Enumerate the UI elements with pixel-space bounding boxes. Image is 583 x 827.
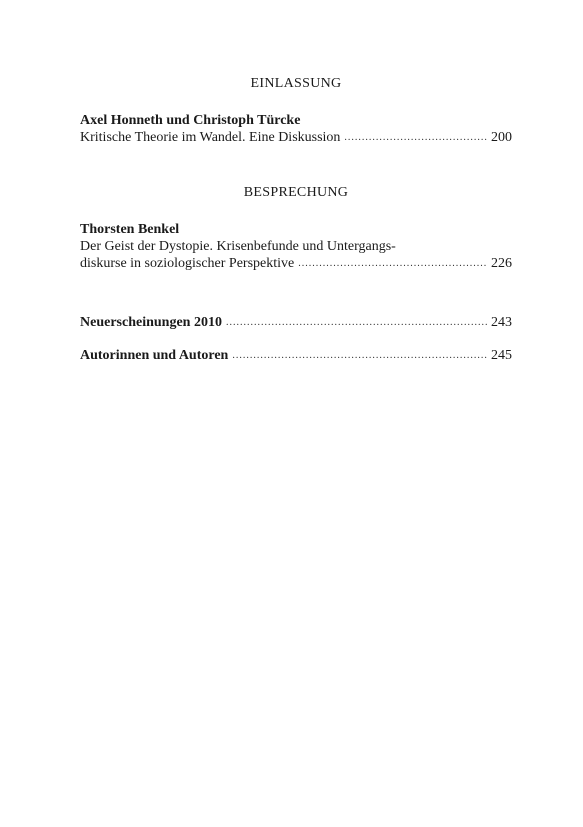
section-heading-besprechung: BESPRECHUNG [243,185,349,200]
entry-page-number: 200 [491,130,512,145]
toc-entry-honneth-tuercke [80,112,512,147]
toc-line [80,129,512,147]
entry-page-number: 226 [491,256,512,271]
entry-label: Neuerscheinungen 2010 [80,315,222,330]
entry-author: Axel Honneth und Christoph Türcke [80,113,301,128]
toc-line [80,347,512,365]
leader-dots [344,129,487,146]
section-heading-einlassung: EINLASSUNG [250,76,342,91]
leader-dots [226,314,487,331]
entry-label: Autorinnen und Autoren [80,348,229,363]
toc-line [80,255,512,273]
entry-author: Thorsten Benkel [80,222,180,237]
entry-title-line-2: diskurse in soziologischer Perspektive [80,256,295,271]
toc-line [80,314,512,332]
toc-entry-autoren [80,347,512,365]
entry-title: Kritische Theorie im Wandel. Eine Diskussion [80,130,341,145]
entry-title-line-1: Der Geist der Dystopie. Krisenbefunde und Untergangs- [80,239,396,254]
entry-page-number: 245 [491,348,512,363]
entry-page-number: 243 [491,315,512,330]
leader-dots [232,347,487,364]
leader-dots [298,255,487,272]
toc-entry-neuerscheinungen [80,314,512,332]
toc-entry-benkel [80,221,512,273]
